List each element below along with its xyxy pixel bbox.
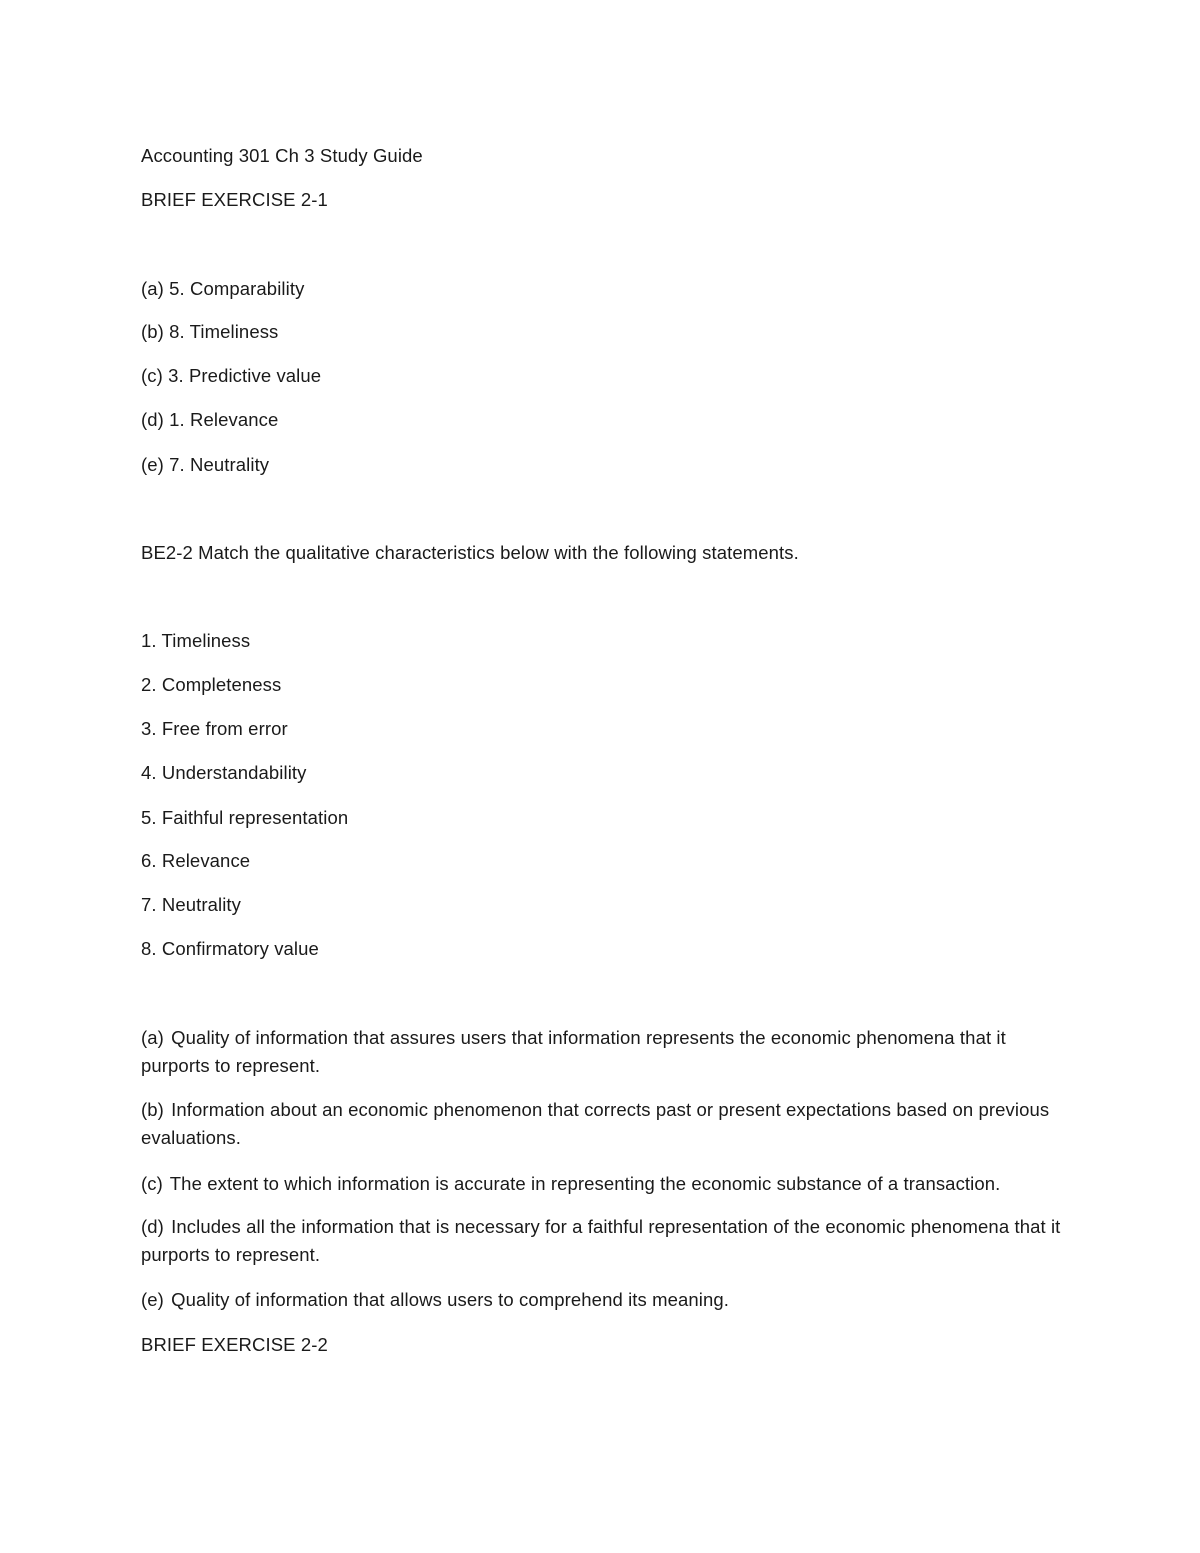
- characteristic-item: 7. Neutrality: [141, 894, 242, 915]
- statement-text: Quality of information that assures users that information represents the economic phenomena that it purports to represent.: [141, 1027, 1006, 1076]
- statement-item: [141, 1170, 1061, 1198]
- statement-text: Information about an economic phenomenon that corrects past or present expectations based on previous evaluations.: [141, 1099, 1050, 1148]
- characteristic-item: 5. Faithful representation: [141, 807, 349, 828]
- statement-marker: (b): [141, 1099, 164, 1120]
- answer-item: (c) 3. Predictive value: [141, 365, 322, 386]
- statement-item: [141, 1286, 1061, 1314]
- statement-marker: (a): [141, 1027, 164, 1048]
- statement-text: Quality of information that allows users to comprehend its meaning.: [171, 1289, 730, 1310]
- section-heading-be2-2: BRIEF EXERCISE 2-2: [141, 1334, 328, 1355]
- statement-text: Includes all the information that is necessary for a faithful representation of the economic phenomena that it purports to represent.: [141, 1216, 1061, 1265]
- answer-item: (b) 8. Timeliness: [141, 321, 279, 342]
- answer-item: (e) 7. Neutrality: [141, 454, 270, 475]
- answer-item: (a) 5. Comparability: [141, 278, 305, 299]
- characteristic-item: 4. Understandability: [141, 762, 307, 783]
- be2-2-prompt: BE2-2 Match the qualitative characteristics below with the following statements.: [141, 542, 799, 563]
- statement-item: [141, 1213, 1061, 1269]
- statement-item: [141, 1024, 1061, 1080]
- characteristic-item: 1. Timeliness: [141, 630, 251, 651]
- characteristic-item: 6. Relevance: [141, 850, 251, 871]
- statement-marker: (e): [141, 1289, 164, 1310]
- section-heading-be2-1: BRIEF EXERCISE 2-1: [141, 189, 328, 210]
- statement-marker: (c): [141, 1173, 163, 1194]
- document-title: Accounting 301 Ch 3 Study Guide: [141, 145, 423, 166]
- answer-item: (d) 1. Relevance: [141, 409, 279, 430]
- statement-text: The extent to which information is accurate in representing the economic substance of a transaction.: [169, 1173, 1001, 1194]
- characteristic-item: 2. Completeness: [141, 674, 282, 695]
- characteristic-item: 3. Free from error: [141, 718, 288, 739]
- characteristic-item: 8. Confirmatory value: [141, 938, 319, 959]
- statement-item: [141, 1096, 1061, 1152]
- statement-marker: (d): [141, 1216, 164, 1237]
